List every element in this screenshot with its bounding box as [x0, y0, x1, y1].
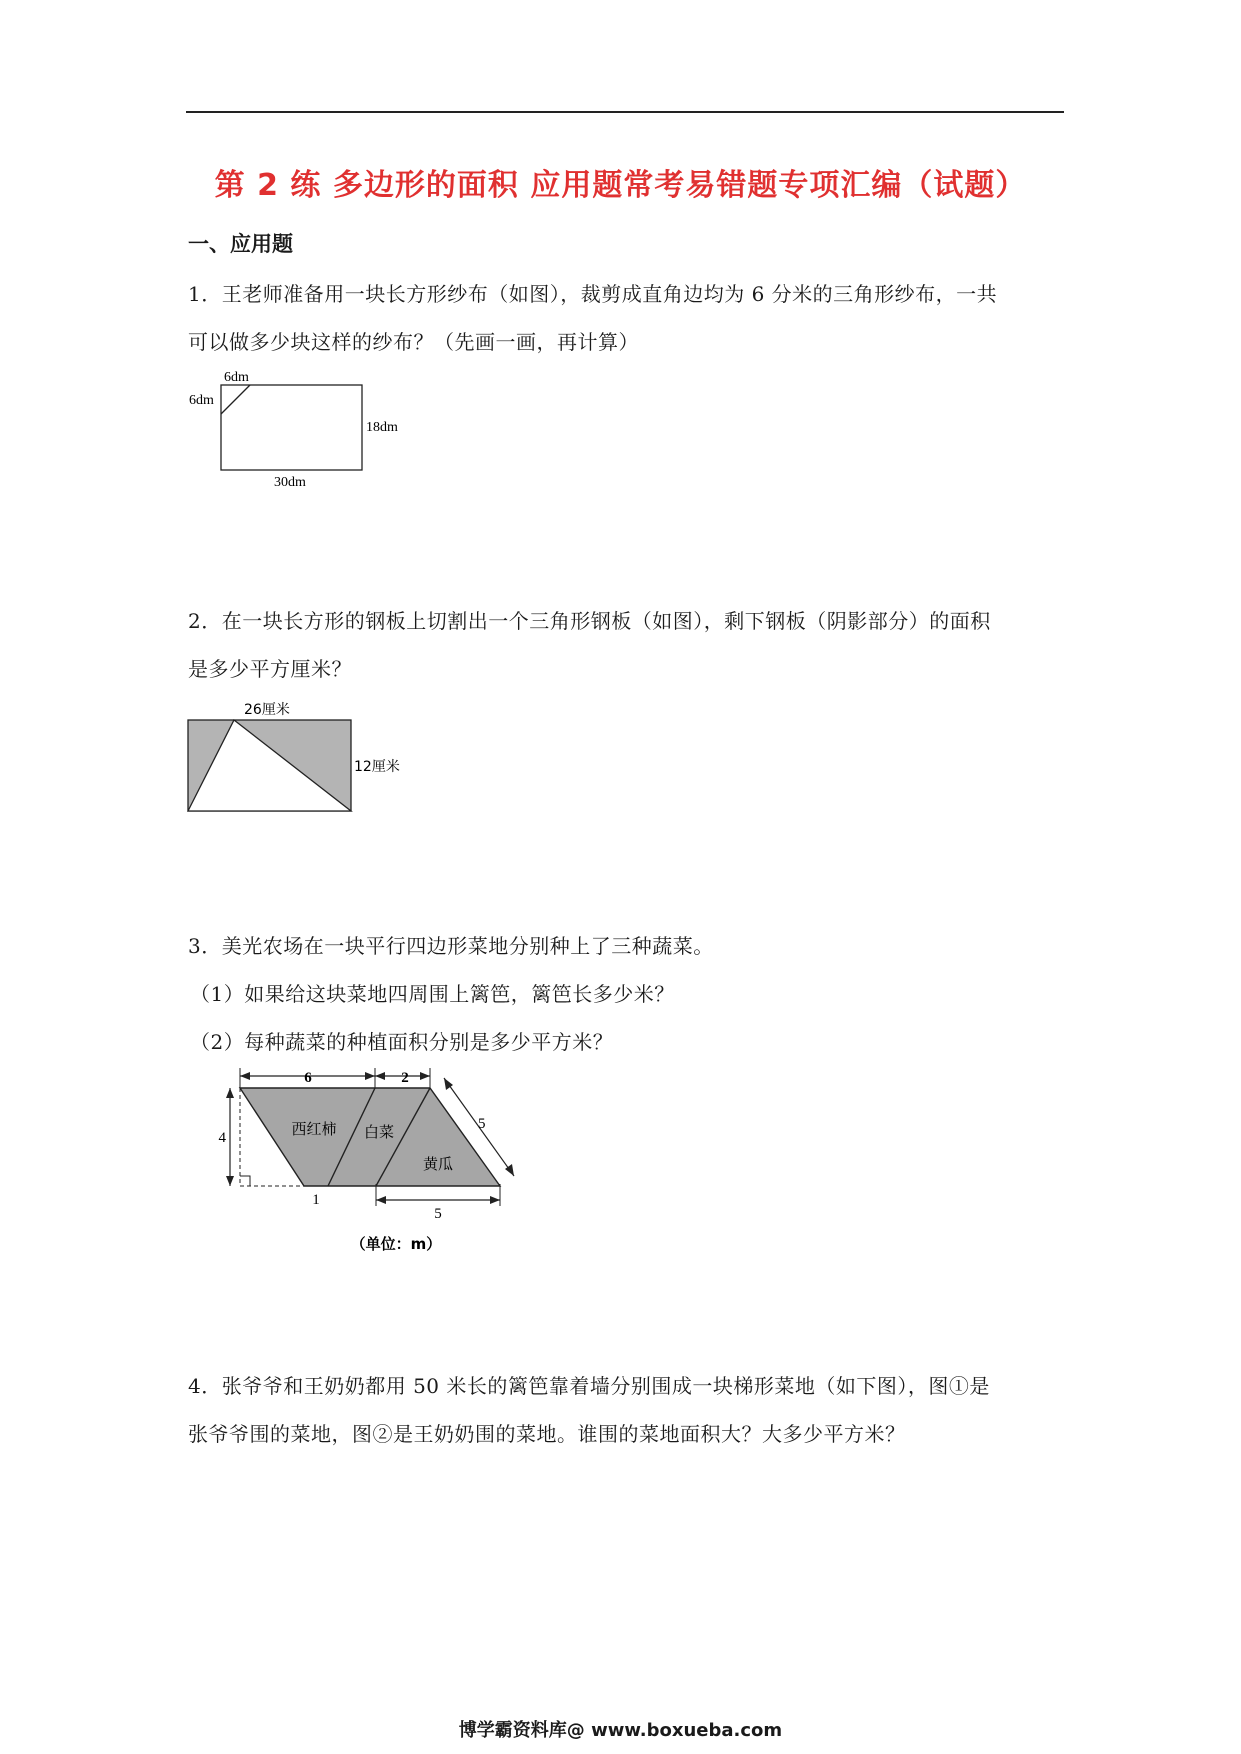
header-rule: [186, 111, 1064, 113]
q1-figure: [186, 366, 426, 490]
q1-line-1: 1．王老师准备用一块长方形纱布（如图），裁剪成直角边均为 6 分米的三角形纱布，一共: [188, 282, 998, 306]
q1-label-top: 6dm: [224, 370, 249, 385]
section-heading: 一、应用题: [188, 232, 293, 256]
page-title: 第 2 练 多边形的面积 应用题常考易错题专项汇编（试题）: [214, 168, 1027, 203]
q1-triangle-cut: [221, 385, 250, 414]
q3-arrow-9: [376, 1196, 386, 1204]
q1-label-right: 18dm: [366, 420, 398, 435]
q3-arrow-1: [240, 1072, 250, 1080]
q3-right-angle: [240, 1176, 250, 1186]
q2-line-1: 2．在一块长方形的钢板上切割出一个三角形钢板（如图），剩下钢板（阴影部分）的面积: [188, 609, 991, 633]
q2-label-right: 12厘米: [354, 759, 400, 775]
q1-rectangle: [221, 385, 362, 470]
q3-arrow-6: [226, 1176, 234, 1186]
q2-label-top: 26厘米: [244, 702, 290, 718]
q3-dim-top-right: 2: [401, 1070, 409, 1086]
q3-line-2: （1）如果给这块菜地四周围上篱笆，篱笆长多少米？: [190, 982, 675, 1006]
q3-label-veg1: 西红柿: [291, 1120, 337, 1138]
q3-line-3: （2）每种蔬菜的种植面积分别是多少平方米？: [190, 1030, 614, 1054]
q4-line-1: 4．张爷爷和王奶奶都用 50 米长的篱笆靠着墙分别围成一块梯形菜地（如下图），图①是: [188, 1374, 990, 1398]
q3-label-veg3: 黄瓜: [422, 1155, 454, 1173]
q3-unit: （单位：m）: [350, 1235, 442, 1252]
q3-label-veg2: 白菜: [363, 1123, 395, 1141]
q3-dim-height: 4: [218, 1130, 226, 1146]
q3-dim-slant: 5: [478, 1116, 486, 1132]
q3-arrow-10: [490, 1196, 500, 1204]
q1-label-bottom: 30dm: [274, 475, 306, 490]
q2-figure: [186, 696, 416, 816]
q3-line-1: 3．美光农场在一块平行四边形菜地分别种上了三种蔬菜。: [188, 934, 714, 958]
q3-arrow-4: [420, 1072, 430, 1080]
q2-line-2: 是多少平方厘米？: [188, 657, 352, 681]
q3-arrow-3: [375, 1072, 385, 1080]
q3-arrow-2: [365, 1072, 375, 1080]
q3-arrow-5: [226, 1088, 234, 1098]
q3-dim-bottom-left: 1: [312, 1192, 320, 1208]
q3-dim-top-left: 6: [304, 1070, 312, 1086]
q1-label-left: 6dm: [189, 393, 214, 408]
footer-watermark: 博学霸资料库@ www.boxueba.com: [458, 1720, 783, 1741]
q1-line-2: 可以做多少块这样的纱布？（先画一画，再计算）: [188, 330, 639, 354]
q3-dim-bottom-right: 5: [434, 1206, 442, 1222]
q3-figure: [218, 1066, 538, 1252]
q4-line-2: 张爷爷围的菜地，图②是王奶奶围的菜地。谁围的菜地面积大？大多少平方米？: [188, 1422, 906, 1446]
